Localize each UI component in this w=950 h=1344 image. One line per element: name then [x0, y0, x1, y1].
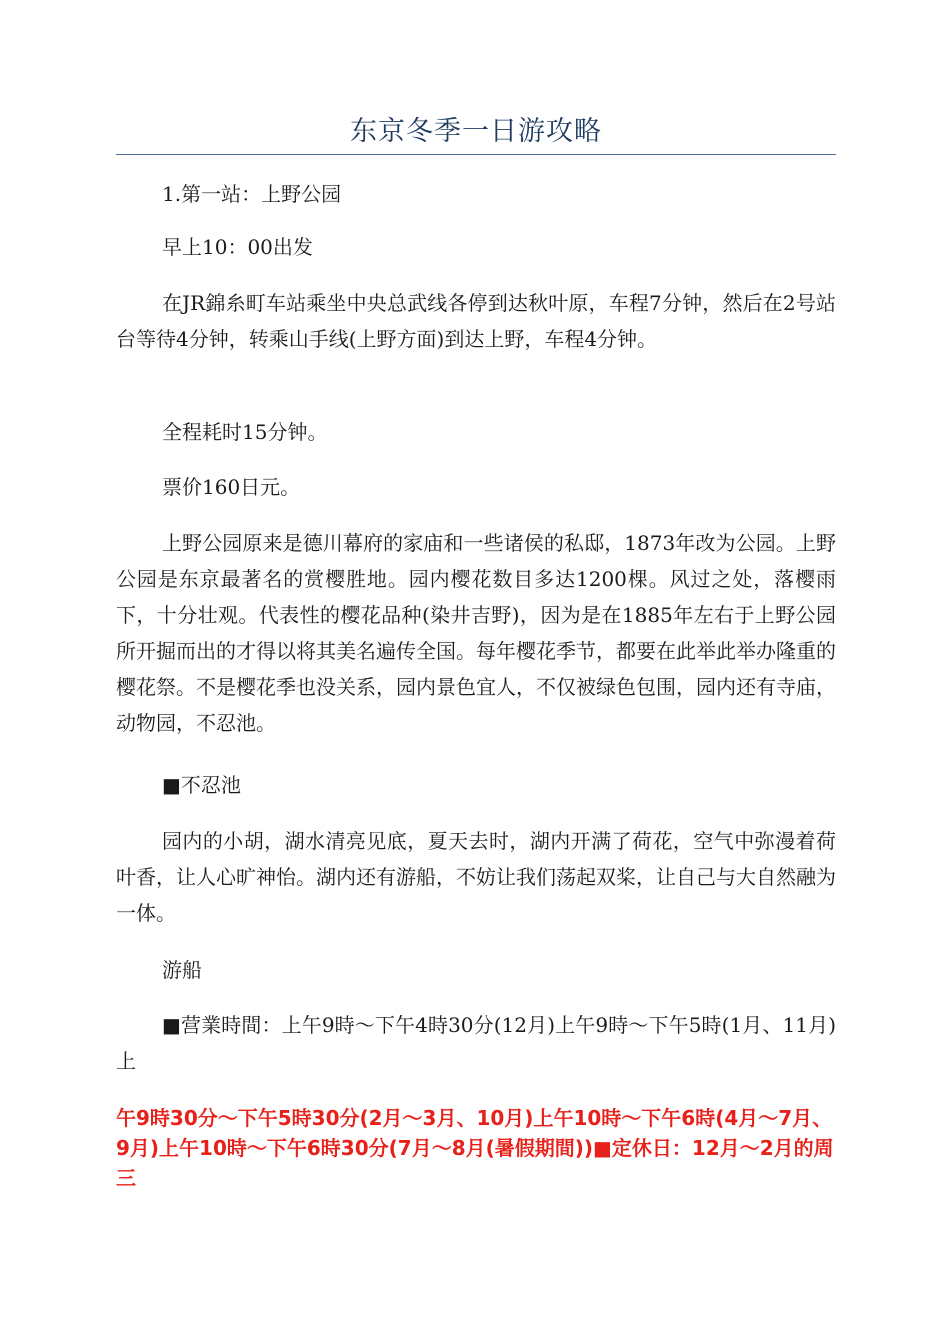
business-hours: ■营業時間：上午9時～下午4時30分(12月)上午9時～下午5時(1月、11月)上 — [116, 1013, 836, 1073]
ticket-price: 票价160日元。 — [162, 475, 301, 499]
section-heading-ueno-park: 1.第一站：上野公园 — [162, 182, 342, 206]
shinobazu-pond-description: 园内的小胡，湖水清亮见底，夏天去时，湖内开满了荷花，空气中弥漫着荷叶香，让人心旷神怡。湖内还有游船，不妨让我们荡起双桨，让自己与大自然融为一体。 — [116, 829, 836, 925]
total-duration: 全程耗时15分钟。 — [162, 420, 328, 444]
departure-time: 早上10：00出发 — [162, 235, 313, 259]
title-underline — [116, 154, 836, 155]
business-hours-highlight: 午9時30分～下午5時30分(2月～3月、10月)上午10時～下午6時(4月～7月、9月)上午10時～下午6時30分(7月～8月(暑假期間))■定休日：12月～2月的周三 — [116, 1106, 834, 1190]
boat-heading: 游船 — [162, 958, 202, 982]
route-description: 在JR錦糸町车站乘坐中央总武线各停到达秋叶原，车程7分钟，然后在2号站台等待4分钟，转乘山手线(上野方面)到达上野，车程4分钟。 — [116, 291, 836, 351]
ueno-park-description: 上野公园原来是德川幕府的家庙和一些诸侯的私邸，1873年改为公园。上野公园是东京最著名的赏樱胜地。园内樱花数目多达1200棵。风过之处，落樱雨下，十分壮观。代表性的樱花品种(染井吉野)，因为是在1885年左右于上野公园所开掘而出的才得以将其美名遍传全国。每年樱花季节，都要在此举此举办隆重的樱花祭。不是樱花季也没关系，园内景色宜人，不仅被绿色包围，园内还有寺庙，动物园，不忍池。 — [116, 531, 836, 735]
shinobazu-pond-heading: ■不忍池 — [162, 773, 241, 797]
document-title: 东京冬季一日游攻略 — [350, 116, 602, 147]
